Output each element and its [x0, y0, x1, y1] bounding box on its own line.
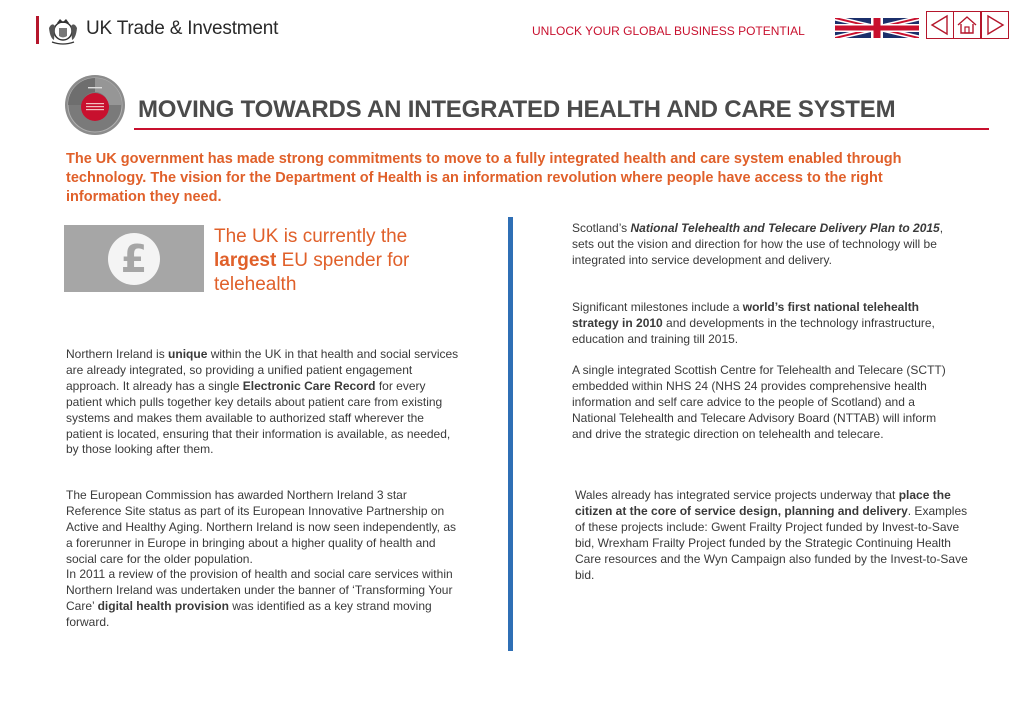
emphasis: digital health provision: [97, 598, 229, 613]
text-run: within the UK in that health and social services are already integrated, so providing a unified patient engagement approach. It already has a single: [66, 347, 459, 393]
pound-icon: £: [108, 233, 160, 285]
stat-post: EU spender for telehealth: [214, 250, 410, 295]
nav-home-button[interactable]: [953, 11, 981, 39]
emphasis: Electronic Care Record: [242, 378, 376, 393]
royal-crest-icon: [46, 14, 80, 46]
text-run: , sets out the vision and direction for how the use of technology will be integrated into service development and delivery.: [572, 221, 944, 267]
brand-name: UK Trade & Investment: [86, 18, 279, 39]
emphasis: unique: [168, 347, 208, 361]
text-run: Scotland’s: [572, 221, 631, 235]
brand-accent-bar: [36, 16, 39, 44]
wales-paragraph: [575, 488, 970, 583]
stat-pre: The UK is currently the: [214, 226, 408, 247]
section-badge-icon: [64, 74, 126, 136]
triangle-left-icon: [927, 12, 953, 38]
northern-ireland-paragraph-3: [66, 567, 461, 631]
emphasis: world’s first national telehealth strategy in 2010: [572, 300, 920, 330]
text-run: and developments in the technology infrastructure, education and training till 2015.: [572, 315, 935, 346]
text-run: In 2011 a review of the provision of health and social care services within Northern Ireland was undertaken under the banner of ‘Transforming Your Care’: [66, 567, 453, 613]
stat-callout: [214, 225, 454, 297]
emphasis: National Telehealth and Telecare Delivery Plan to 2015: [630, 221, 940, 235]
stat-strong: largest: [214, 250, 277, 271]
page-title: MOVING TOWARDS AN INTEGRATED HEALTH AND CARE SYSTEM: [138, 96, 896, 123]
column-divider: [508, 217, 513, 651]
scotland-paragraph-3: A single integrated Scottish Centre for Telehealth and Telecare (SCTT) embedded within NHS 24 (NHS 24 provides comprehensive health information and self care advice to the people of Scotland) and a National Telehealth and Telecare Advisory Board (NTTAB) will inform and drive the strategic direction on telehealth and telecare.: [572, 363, 946, 441]
emphasis: place the citizen at the core of service design, planning and delivery: [575, 488, 951, 518]
nav-next-button[interactable]: [981, 11, 1009, 39]
title-underline: [134, 128, 989, 130]
northern-ireland-paragraph-2: The European Commission has awarded Northern Ireland 3 star Reference Site status as part of its European Innovative Partnership on Active and Healthy Aging. Northern Ireland is now seen independently, as a forerunner in Europe in bringing about a higher quality of health and social care for the older population.: [66, 488, 457, 566]
intro-paragraph: The UK government has made strong commitments to move to a fully integrated health and care system enabled through technology. The vision for the Department of Health is an information revolution where people have access to the right information they need.: [66, 151, 902, 205]
nav-prev-button[interactable]: [926, 11, 954, 39]
triangle-right-icon: [982, 12, 1008, 38]
text-run: . Examples of these projects include: Gwent Frailty Project funded by Invest-to-Save bid, Wrexham Frailty Project funded by the Strategic Continuing Health Care resources and the Wyn Campaign also funded by the Invest-to-Save bid.: [575, 503, 968, 582]
northern-ireland-paragraph-1: [66, 347, 461, 458]
tagline: UNLOCK YOUR GLOBAL BUSINESS POTENTIAL: [532, 24, 805, 38]
scotland-paragraph-1: [572, 221, 952, 269]
text-run: for every patient which pulls together key details about patient care from existing systems and makes them available to authorized staff wherever the patient is located, ensuring that their information is available, as needed, by those looking after them.: [66, 378, 451, 457]
text-run: Significant milestones include a: [572, 300, 743, 314]
text-run: was identified as a key strand moving forward.: [66, 598, 432, 629]
home-icon: [954, 12, 980, 38]
text-run: Wales already has integrated service projects underway that: [575, 488, 899, 502]
text-run: Northern Ireland is: [66, 347, 169, 361]
union-flag-icon: [835, 18, 919, 38]
pound-image: [64, 225, 204, 292]
scotland-paragraph-2: [572, 300, 952, 348]
